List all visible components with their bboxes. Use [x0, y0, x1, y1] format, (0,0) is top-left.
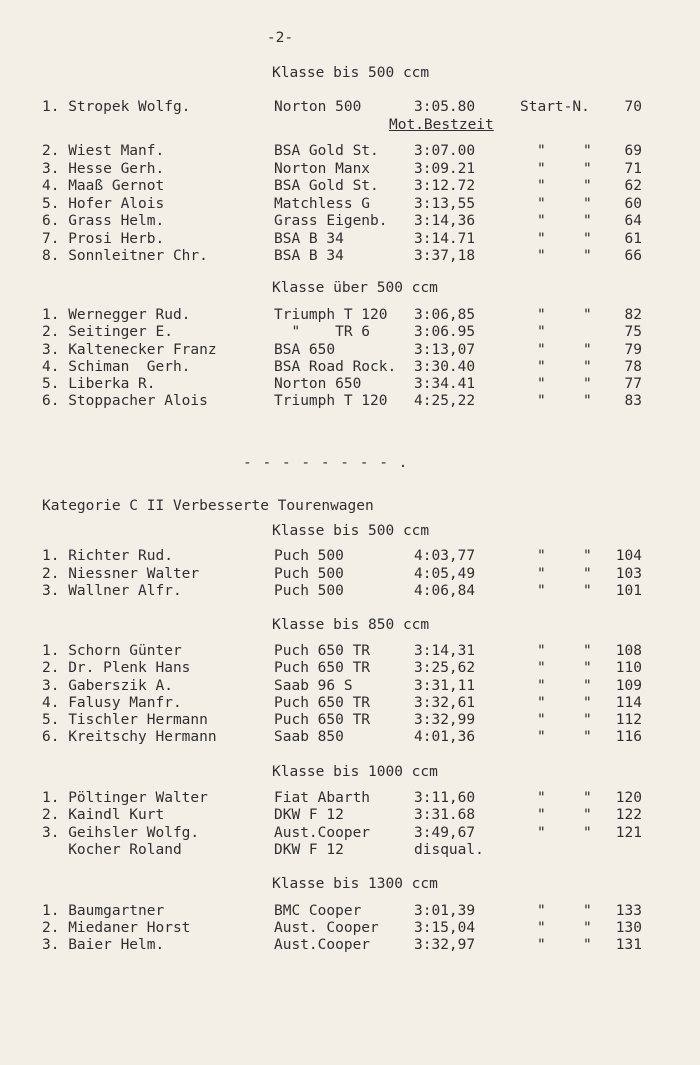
start-number: 103: [615, 566, 642, 582]
driver-name: 5. Liberka R.: [42, 376, 156, 392]
ditto-mark: ": [583, 712, 592, 728]
driver-name: 6. Kreitschy Hermann: [42, 729, 217, 745]
vehicle: DKW F 12: [274, 842, 344, 858]
ditto-mark: ": [583, 643, 592, 659]
result-row: [0, 643, 700, 661]
result-row: [0, 920, 700, 938]
driver-name: 1. Wernegger Rud.: [42, 307, 191, 323]
ditto-mark: ": [583, 566, 592, 582]
ditto-mark: ": [583, 178, 592, 194]
result-row: [0, 248, 700, 266]
driver-name: 4. Maaß Gernot: [42, 178, 165, 194]
driver-name: 6. Grass Helm.: [42, 213, 165, 229]
ditto-mark: ": [537, 178, 546, 194]
result-row: [0, 729, 700, 747]
ditto-mark: ": [583, 825, 592, 841]
vehicle: BSA B 34: [274, 248, 344, 264]
result-row: [0, 359, 700, 377]
ditto-mark: ": [537, 695, 546, 711]
vehicle: Aust. Cooper: [274, 920, 379, 936]
driver-name: 2. Niessner Walter: [42, 566, 200, 582]
driver-name: 5. Hofer Alois: [42, 196, 165, 212]
time: 3:32,97: [414, 937, 476, 953]
ditto-mark: ": [583, 307, 592, 323]
result-row: [0, 143, 700, 161]
ditto-mark: ": [537, 376, 546, 392]
driver-name: 5. Tischler Hermann: [42, 712, 208, 728]
driver-name: 6. Stoppacher Alois: [42, 393, 208, 409]
start-number: 131: [615, 937, 642, 953]
result-row: [0, 903, 700, 921]
time: 3:14,36: [414, 213, 476, 229]
ditto-mark: ": [537, 920, 546, 936]
result-row: [0, 213, 700, 231]
ditto-mark: ": [537, 678, 546, 694]
vehicle: Fiat Abarth: [274, 790, 371, 806]
result-row: [0, 307, 700, 325]
driver-name: 1. Pöltinger Walter: [42, 790, 208, 806]
ditto-mark: ": [537, 643, 546, 659]
driver-name: 3. Kaltenecker Franz: [42, 342, 217, 358]
ditto-mark: ": [537, 729, 546, 745]
result-row: [0, 583, 700, 601]
vehicle: BMC Cooper: [274, 903, 362, 919]
ditto-mark: ": [537, 583, 546, 599]
ditto-mark: ": [537, 359, 546, 375]
start-number: 110: [615, 660, 642, 676]
time: 3:12.72: [414, 178, 476, 194]
start-number: 108: [615, 643, 642, 659]
result-row: [0, 231, 700, 249]
vehicle: BSA 650: [274, 342, 336, 358]
start-number: 101: [615, 583, 642, 599]
ditto-mark: ": [537, 903, 546, 919]
start-number: 61: [624, 231, 642, 247]
start-number: 130: [615, 920, 642, 936]
ditto-mark: ": [537, 825, 546, 841]
ditto-mark: ": [583, 729, 592, 745]
ditto-mark: ": [537, 548, 546, 564]
time: 4:25,22: [414, 393, 476, 409]
driver-name: 2. Kaindl Kurt: [42, 807, 165, 823]
ditto-mark: ": [537, 807, 546, 823]
ditto-mark: ": [583, 342, 592, 358]
start-number: 79: [624, 342, 642, 358]
category-title: Kategorie C II Verbesserte Tourenwagen: [42, 498, 374, 514]
time: 3:14,31: [414, 643, 476, 659]
ditto-mark: ": [537, 937, 546, 953]
ditto-mark: ": [537, 393, 546, 409]
time: 3:14.71: [414, 231, 476, 247]
start-number: 121: [615, 825, 642, 841]
vehicle: " TR 6: [274, 324, 371, 340]
vehicle: BSA Road Rock.: [274, 359, 397, 375]
time: 4:03,77: [414, 548, 476, 564]
best-time-note: Mot.Bestzeit: [389, 117, 494, 133]
driver-name: 1. Schorn Günter: [42, 643, 182, 659]
ditto-mark: ": [583, 376, 592, 392]
result-row: [0, 566, 700, 584]
ditto-mark: ": [537, 566, 546, 582]
time: 3:32,99: [414, 712, 476, 728]
class-heading: Klasse bis 500 ccm: [272, 65, 430, 81]
time: 3:13,07: [414, 342, 476, 358]
ditto-mark: ": [583, 660, 592, 676]
start-number: 66: [624, 248, 642, 264]
time: 4:01,36: [414, 729, 476, 745]
ditto-mark: ": [537, 660, 546, 676]
vehicle: Saab 850: [274, 729, 344, 745]
time: 3:05.80: [414, 99, 476, 115]
result-row: [0, 660, 700, 678]
ditto-mark: ": [537, 143, 546, 159]
time: 3:06,85: [414, 307, 476, 323]
ditto-mark: ": [537, 196, 546, 212]
result-row: [0, 712, 700, 730]
driver-name: 3. Geihsler Wolfg.: [42, 825, 200, 841]
ditto-mark: ": [583, 231, 592, 247]
start-number: 133: [615, 903, 642, 919]
time: 3:06.95: [414, 324, 476, 340]
driver-name: 3. Wallner Alfr.: [42, 583, 182, 599]
result-row: [0, 937, 700, 955]
ditto-mark: ": [537, 712, 546, 728]
start-number: 82: [624, 307, 642, 323]
time: 3:31,11: [414, 678, 476, 694]
result-row: [0, 825, 700, 843]
class-heading: Klasse bis 850 ccm: [272, 617, 430, 633]
time: 3:07.00: [414, 143, 476, 159]
vehicle: Saab 96 S: [274, 678, 353, 694]
ditto-mark: ": [537, 231, 546, 247]
ditto-mark: ": [537, 248, 546, 264]
driver-name: 1. Stropek Wolfg.: [42, 99, 191, 115]
driver-name: 3. Hesse Gerh.: [42, 161, 165, 177]
start-number: 75: [624, 324, 642, 340]
start-number: 77: [624, 376, 642, 392]
ditto-mark: ": [583, 583, 592, 599]
start-number: 116: [615, 729, 642, 745]
time: 3:32,61: [414, 695, 476, 711]
time: 3:25,62: [414, 660, 476, 676]
ditto-mark: ": [583, 678, 592, 694]
ditto-mark: ": [537, 790, 546, 806]
time: 3:09.21: [414, 161, 476, 177]
ditto-mark: ": [583, 213, 592, 229]
ditto-mark: ": [583, 937, 592, 953]
ditto-mark: ": [583, 393, 592, 409]
result-row: [0, 99, 700, 117]
start-number: 122: [615, 807, 642, 823]
ditto-mark: ": [583, 903, 592, 919]
class-heading: Klasse über 500 ccm: [272, 280, 438, 296]
ditto-mark: ": [583, 161, 592, 177]
driver-name: 2. Seitinger E.: [42, 324, 173, 340]
result-row: [0, 342, 700, 360]
driver-name: 3. Gaberszik A.: [42, 678, 173, 694]
start-number: 104: [615, 548, 642, 564]
driver-name: 8. Sonnleitner Chr.: [42, 248, 208, 264]
time: 3:34.41: [414, 376, 476, 392]
result-row: [0, 695, 700, 713]
start-number: 120: [615, 790, 642, 806]
class-heading: Klasse bis 500 ccm: [272, 523, 430, 539]
result-row: [0, 324, 700, 342]
driver-name: 4. Schiman Gerh.: [42, 359, 191, 375]
ditto-mark: ": [537, 342, 546, 358]
driver-name: 1. Richter Rud.: [42, 548, 173, 564]
result-row: [0, 161, 700, 179]
vehicle: Norton 500: [274, 99, 362, 115]
ditto-mark: ": [583, 920, 592, 936]
driver-name: 1. Baumgartner: [42, 903, 165, 919]
vehicle: Norton 650: [274, 376, 362, 392]
vehicle: Puch 650 TR: [274, 660, 371, 676]
result-row: [0, 790, 700, 808]
driver-name: 4. Falusy Manfr.: [42, 695, 182, 711]
vehicle: Puch 500: [274, 583, 344, 599]
ditto-mark: ": [583, 807, 592, 823]
start-label: Start-N.: [520, 99, 590, 115]
start-number: 70: [624, 99, 642, 115]
vehicle: Aust.Cooper: [274, 937, 371, 953]
vehicle: Matchless G: [274, 196, 371, 212]
result-row: [0, 393, 700, 411]
time: 4:06,84: [414, 583, 476, 599]
ditto-mark: ": [583, 790, 592, 806]
time: 3:01,39: [414, 903, 476, 919]
vehicle: Puch 650 TR: [274, 643, 371, 659]
start-number: 109: [615, 678, 642, 694]
ditto-mark: ": [583, 248, 592, 264]
result-row: [0, 807, 700, 825]
vehicle: Puch 500: [274, 548, 344, 564]
section-divider: - - - - - - - - .: [243, 455, 409, 471]
ditto-mark: ": [583, 143, 592, 159]
result-row: [0, 376, 700, 394]
vehicle: Triumph T 120: [274, 393, 388, 409]
result-row: [0, 178, 700, 196]
vehicle: Triumph T 120: [274, 307, 388, 323]
driver-name: Kocher Roland: [42, 842, 182, 858]
start-number: 69: [624, 143, 642, 159]
ditto-mark: ": [583, 548, 592, 564]
result-row: [0, 548, 700, 566]
start-number: 83: [624, 393, 642, 409]
vehicle: Puch 500: [274, 566, 344, 582]
vehicle: BSA Gold St.: [274, 143, 379, 159]
ditto-mark: ": [583, 359, 592, 375]
ditto-mark: ": [537, 307, 546, 323]
vehicle: DKW F 12: [274, 807, 344, 823]
class-heading: Klasse bis 1300 ccm: [272, 876, 438, 892]
driver-name: 2. Dr. Plenk Hans: [42, 660, 191, 676]
vehicle: Puch 650 TR: [274, 695, 371, 711]
start-number: 78: [624, 359, 642, 375]
ditto-mark: ": [537, 324, 546, 340]
driver-name: 7. Prosi Herb.: [42, 231, 165, 247]
vehicle: BSA Gold St.: [274, 178, 379, 194]
time: 3:31.68: [414, 807, 476, 823]
ditto-mark: ": [583, 196, 592, 212]
time: 3:11,60: [414, 790, 476, 806]
start-number: 60: [624, 196, 642, 212]
result-row: [0, 678, 700, 696]
page-number: -2-: [266, 30, 294, 46]
class-heading: Klasse bis 1000 ccm: [272, 764, 438, 780]
vehicle: Grass Eigenb.: [274, 213, 388, 229]
vehicle: Aust.Cooper: [274, 825, 371, 841]
vehicle: Puch 650 TR: [274, 712, 371, 728]
time: 3:30.40: [414, 359, 476, 375]
time: disqual.: [414, 842, 484, 858]
time: 4:05,49: [414, 566, 476, 582]
driver-name: 3. Baier Helm.: [42, 937, 165, 953]
time: 3:49,67: [414, 825, 476, 841]
ditto-mark: ": [537, 161, 546, 177]
start-number: 112: [615, 712, 642, 728]
vehicle: Norton Manx: [274, 161, 371, 177]
ditto-mark: ": [583, 695, 592, 711]
start-number: 71: [624, 161, 642, 177]
ditto-mark: ": [537, 213, 546, 229]
vehicle: BSA B 34: [274, 231, 344, 247]
start-number: 114: [615, 695, 642, 711]
start-number: 62: [624, 178, 642, 194]
driver-name: 2. Wiest Manf.: [42, 143, 165, 159]
time: 3:37,18: [414, 248, 476, 264]
time: 3:13,55: [414, 196, 476, 212]
start-number: 64: [624, 213, 642, 229]
driver-name: 2. Miedaner Horst: [42, 920, 191, 936]
result-row: [0, 196, 700, 214]
result-row: [0, 842, 700, 860]
time: 3:15,04: [414, 920, 476, 936]
